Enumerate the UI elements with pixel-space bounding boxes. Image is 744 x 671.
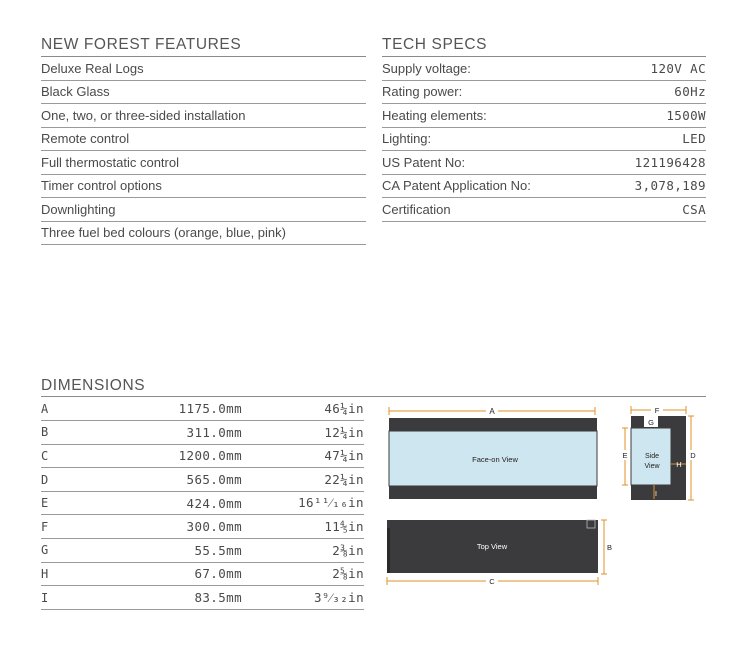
feature-item-label: Three fuel bed colours (orange, blue, pink) — [41, 225, 286, 241]
tech-spec-value: 1500W — [666, 107, 706, 123]
dimension-inches: 2⅜in — [242, 539, 364, 563]
dimension-inches: 22¼in — [242, 468, 364, 492]
dim-label-i: I — [655, 491, 657, 498]
side-view-diagram — [620, 405, 697, 500]
dimension-key: I — [41, 586, 101, 610]
feature-item-label: Black Glass — [41, 84, 110, 100]
dimension-mm: 424.0mm — [101, 491, 242, 515]
tech-specs-title: TECH SPECS — [382, 36, 488, 53]
top-view-label: Top View — [476, 542, 508, 551]
dimension-inches: 47¼in — [242, 444, 364, 468]
dimension-key: C — [41, 444, 101, 468]
dimension-inches: 12¼in — [242, 421, 364, 445]
tech-spec-label: US Patent No: — [382, 154, 466, 170]
dimension-inches: 2⅝in — [242, 562, 364, 586]
tech-spec-label: Lighting: — [382, 131, 432, 147]
dimension-mm: 55.5mm — [101, 539, 242, 563]
dim-label-f: F — [654, 406, 660, 415]
dimension-key: B — [41, 421, 101, 445]
dimension-mm: 67.0mm — [101, 562, 242, 586]
feature-item-label: Downlighting — [41, 201, 116, 217]
dim-label-a: A — [489, 407, 495, 416]
dimension-key: H — [41, 562, 101, 586]
feature-item-label: Full thermostatic control — [41, 154, 179, 170]
dim-label-b: B — [607, 543, 613, 552]
tech-spec-label: Supply voltage: — [382, 60, 471, 76]
tech-spec-value: 60Hz — [674, 84, 706, 100]
tech-spec-value: 121196428 — [634, 154, 706, 170]
dimension-mm: 1200.0mm — [101, 444, 242, 468]
dimension-mm: 1175.0mm — [101, 397, 242, 421]
dimensions-title: DIMENSIONS — [41, 377, 146, 394]
tech-spec-label: Heating elements: — [382, 107, 487, 123]
tech-spec-value: CSA — [682, 201, 706, 217]
face-on-view-label: Face-on View — [472, 455, 518, 464]
tech-spec-label: Certification — [382, 201, 451, 217]
face-on-view-diagram — [389, 405, 597, 499]
dimension-key: E — [41, 491, 101, 515]
dim-label-c: C — [489, 577, 495, 586]
face-top-frame — [389, 418, 597, 431]
tech-spec-value: LED — [682, 131, 706, 147]
dimension-mm: 311.0mm — [101, 421, 242, 445]
dimension-mm: 83.5mm — [101, 586, 242, 610]
tech-spec-value: 3,078,189 — [634, 178, 706, 194]
tech-spec-value: 120V AC — [650, 60, 706, 76]
dimension-key: G — [41, 539, 101, 563]
face-bottom-frame — [389, 486, 597, 499]
dimension-inches: 11⅘in — [242, 515, 364, 539]
tech-spec-label: CA Patent Application No: — [382, 178, 531, 194]
dimension-mm: 300.0mm — [101, 515, 242, 539]
dim-label-h: H — [676, 460, 682, 469]
feature-item-label: Remote control — [41, 131, 130, 147]
feature-item-label: One, two, or three-sided installation — [41, 107, 246, 123]
top-view-edge-left — [387, 528, 390, 573]
features-title: NEW FOREST FEATURES — [41, 36, 242, 53]
side-view-label-2: View — [644, 463, 660, 470]
dim-label-d: D — [690, 451, 696, 460]
feature-item-label: Deluxe Real Logs — [41, 60, 144, 76]
dim-label-g: G — [648, 418, 654, 427]
feature-item-label: Timer control options — [41, 178, 162, 194]
dimension-key: F — [41, 515, 101, 539]
dimension-key: D — [41, 468, 101, 492]
dimension-inches: 16¹¹⁄₁₆in — [242, 491, 364, 515]
dimension-key: A — [41, 397, 101, 421]
dimension-inches: 46¼in — [242, 397, 364, 421]
dim-label-e: E — [622, 451, 628, 460]
dimension-inches: 3⁹⁄₃₂in — [242, 586, 364, 610]
top-view-diagram — [387, 520, 612, 587]
dimension-mm: 565.0mm — [101, 468, 242, 492]
tech-spec-label: Rating power: — [382, 84, 463, 100]
side-view-label-1: Side — [644, 453, 660, 460]
